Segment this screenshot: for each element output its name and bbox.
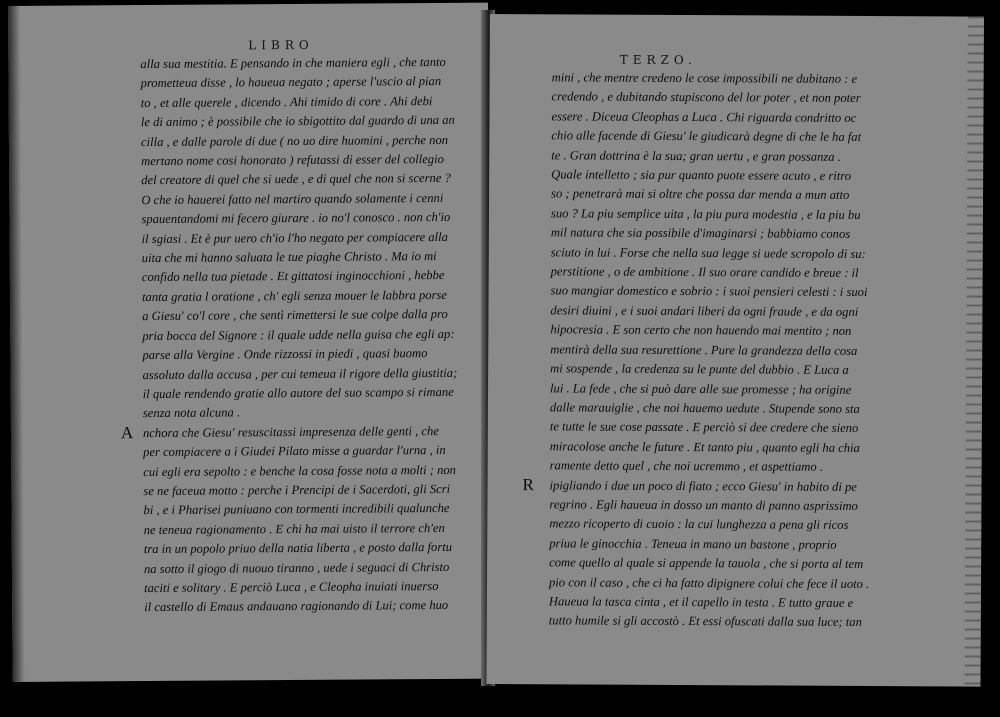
text-line: assoluto dalla accusa , per cui temeua il rigore della giustitia; [142, 365, 458, 382]
text-line: to , et alle querele , dicendo . Ahi timido di core . Ahi debi [140, 93, 433, 110]
text-line: bi , e i Pharisei puniuano con tormenti incredibili qualunche [143, 501, 450, 518]
text-line: te tutte le sue cose passate . E perciò si dee credere che sieno [549, 419, 859, 436]
text-line: taciti e solitary . E perciò Luca , e Cleopha inuiati inuerso [144, 578, 439, 596]
text-line: Haueua la tasca cinta , et il capello in testa . E tutto graue e [548, 594, 854, 610]
text-line: cilla , e dalle parole di due ( no uo dire huomini , perche non [140, 132, 449, 149]
text-line: mertano nome cosi honorato ) refutassi di esser del collegio [141, 151, 444, 169]
text-line: perstitione , o de ambitione . Il suo orare candido e breue : il [550, 264, 859, 280]
left-text-block [120, 53, 458, 618]
text-line: confido nella tua pietade . Et gittatosi inginocchioni , hebbe [141, 268, 445, 285]
text-line: lui . La fede , che si può dare alle sue promesse ; ha origine [550, 380, 852, 397]
text-line: regrino . Egli haueua in dosso un manto di panno asprissimo [549, 497, 858, 513]
text-line: uita che mi hanno saluata le tue piaghe Christo . Ma io mi [141, 249, 437, 266]
text-line: priua le ginocchia . Teneua in mano un bastone , proprio [549, 536, 837, 552]
text-line: per compiacere a i Giudei Pilato misse a guardar l'urna , in [143, 443, 446, 460]
right-text-block [522, 68, 870, 632]
text-line: il castello di Emaus andauano ragionando di Lui; come huo [144, 598, 449, 615]
text-line: Quale intelletto ; sia pur quanto puote essere acuto , e ritro [551, 167, 852, 183]
text-line: desiri diuini , e i suoi andari liberi da ogni fraude , e da ogni [550, 303, 859, 319]
text-line: suo ? La piu semplice uita , la piu pura modestia , e la piu bu [550, 206, 861, 222]
text-line: se ne faceua motto : perche i Prencipi de i Sacerdoti, gli Scri [143, 481, 451, 499]
text-line: O che io hauerei fatto nel martiro quando solamente i cenni [141, 190, 444, 207]
text-line: miracolose anche le future . Et tanto piu , quanto egli ha chia [549, 439, 860, 455]
text-line: credendo , e dubitando stupiscono del lor poter , et non poter [551, 89, 861, 106]
text-line: tanta gratia l oratione , ch' egli senza mouer le labbra porse [141, 287, 448, 304]
text-line: parse alla Vergine . Onde rizzossi in piedi , quasi buomo [142, 346, 428, 363]
text-line: senza nota alcuna . [142, 405, 241, 421]
text-line: pio con il caso , che ci ha fatto dipignere colui che fece il uoto . [548, 574, 870, 591]
text-line: te . Gran dottrina è la sua; gran uertu , e gran possanza . [551, 147, 841, 164]
text-line: chio alle facende di Giesu' le giudicarà degne di che le ha fat [551, 128, 862, 145]
right-page [486, 14, 984, 687]
text-line: hipocresia . E son certo che non hauendo mai mentito ; non [550, 322, 852, 339]
text-line: tutto humile si gli accostò . Et essi ofuscati dalla sua luce; tan [548, 613, 862, 630]
text-line: del creatore di quel che si uede , e di quel che non si scerne ? [141, 171, 451, 188]
left-page [8, 3, 493, 682]
text-line: mentirà della sua resurettione . Pure la grandezza della cosa [550, 342, 858, 358]
text-line: suo mangiar domestico e sobrio : i suoi pensieri celesti : i suoi [550, 283, 868, 300]
text-line: a Giesu' co'l core , che sentì rimettersi le sue colpe dalla pro [142, 307, 448, 324]
text-line: nchora che Giesu' resuscitassi impresenza delle genti , che [142, 423, 439, 440]
initial-letter: A [120, 422, 134, 442]
initial-letter: R [522, 474, 534, 494]
text-line: pria bocca del Signore : il quale udde nella guisa che egli ap: [142, 326, 455, 343]
text-line: cui egli era sepolto : e benche la cosa fosse nota a molti ; non [143, 462, 456, 479]
text-line: alla sua mestitia. E pensando in che maniera egli , che tanto [140, 54, 446, 72]
running-head-left: LIBRO [248, 37, 314, 53]
text-line: essere . Diceua Cleophas a Luca . Chi riguarda condritto oc [551, 109, 857, 125]
page-edge-shadow [8, 6, 25, 682]
text-line: mi sospende , la credenza su le punte del dubbio . E Luca a [550, 361, 849, 377]
text-line: tra in un popolo priuo della natia liberta , e posto dalla fortu [143, 540, 453, 557]
text-line: ramente detto quel , che noi ucremmo , et aspettiamo . [549, 458, 824, 474]
text-line: il sgiasi . Et è pur uero ch'io l'ho negato per compiacere alla [141, 229, 448, 246]
text-line: sciuto in lui . Forse che nella sua legge si uede scropolo di su: [550, 244, 866, 261]
text-line: dalle marauiglie , che noi hauemo uedute . Stupende sono sta [549, 400, 860, 416]
text-line: ne teneua ragionamento . E chi ha mai uisto il terrore ch'en [143, 520, 445, 537]
text-line: so ; penetrarà mai si oltre che possa dar menda a mun atto [551, 186, 850, 203]
paragraph-first-line [120, 422, 455, 444]
text-line: le di animo ; è possibile che io sbigottito dal guardo di una an [140, 113, 455, 130]
running-head-right: TERZO. [619, 52, 697, 68]
text-line: mil natura che sia possibile d'imaginarsi ; babbiamo conos [550, 225, 851, 242]
text-line: prometteua disse , lo haueua negato ; aperse l'uscio al pian [140, 74, 442, 91]
page-edge-marks [964, 17, 984, 687]
text-line: mezzo ricoperto di cuoio : la cui lunghezza a pena gli ricos [549, 516, 849, 533]
text-line: il quale rendendo gratie allo autore del suo scampo si rimane [142, 384, 454, 401]
paragraph-first-line [522, 474, 857, 497]
text-line: ipigliando i due un poco di fiato ; ecco Giesu' in habito di pe [549, 477, 857, 494]
text-line: spauentandomi mi fecero giurare . io no'l conosco . non ch'io [141, 210, 451, 227]
text-line: mini , che mentre credeno le cose impossibili ne dubitano : e [551, 70, 858, 86]
text-line: come quello al quale si appende la tauola , che si porta al tem [549, 555, 864, 572]
text-line: na sotto il giogo di nuouo tiranno , uede i seguaci di Christo [143, 559, 450, 576]
